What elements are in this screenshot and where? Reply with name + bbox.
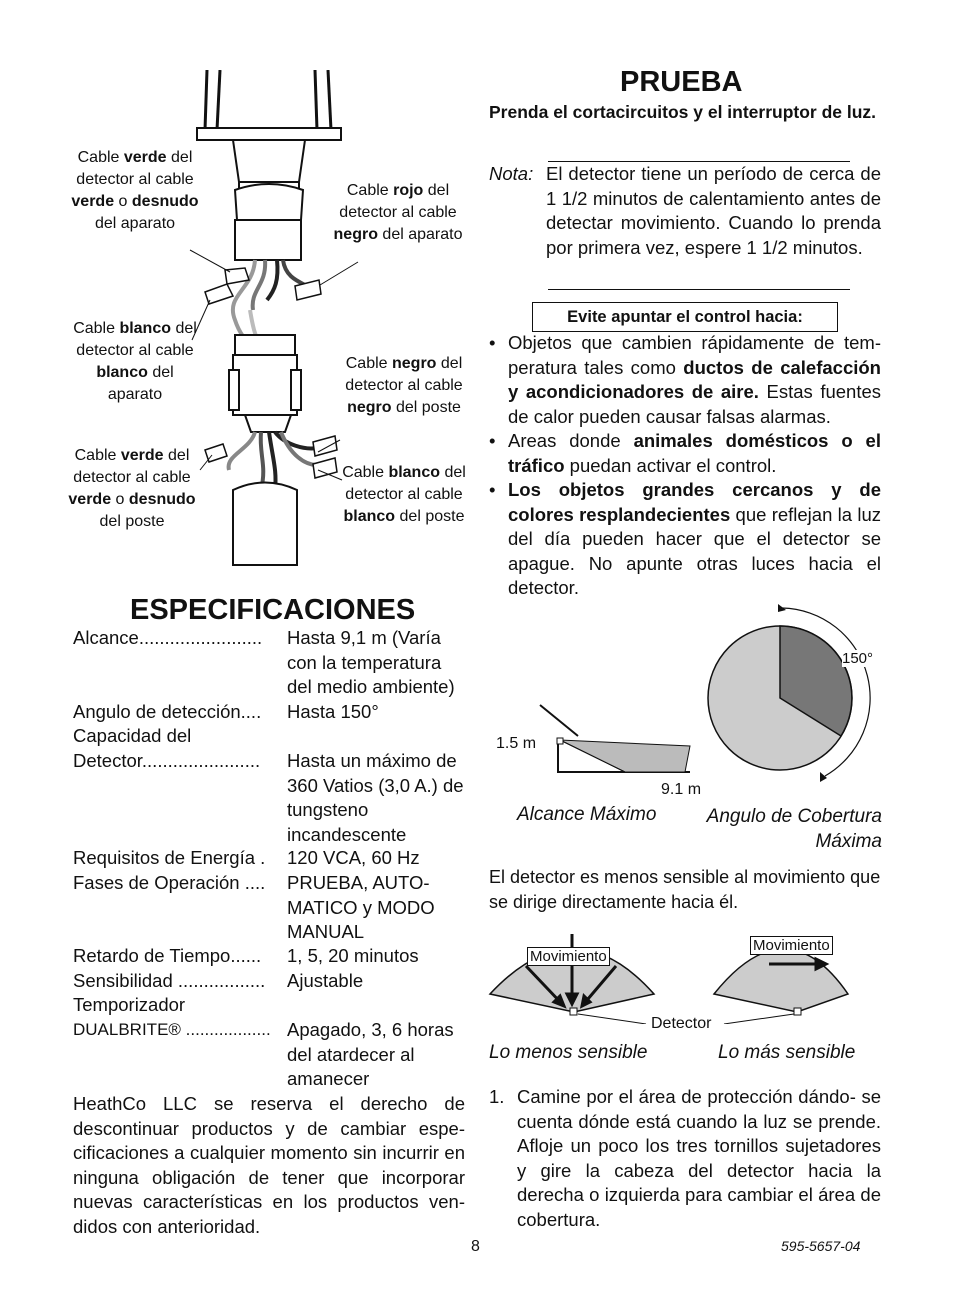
page-number: 8	[471, 1238, 480, 1255]
spec-row: Requisitos de Energía . 120 VCA, 60 Hz	[73, 847, 420, 868]
spec-row: Retardo de Tiempo...... 1, 5, 20 minutos	[73, 945, 419, 966]
document-code: 595-5657-04	[781, 1238, 861, 1254]
label-black-post: Cable negro del detector al cable negro del poste	[345, 355, 463, 416]
prueba-intro: Prenda el cortacircuitos y el interruptor de luz.	[489, 102, 877, 122]
specs-disclaimer: HeathCo LLC se reserva el derecho de descontinuar productos y de cambiar espe- cificaciones a cualquier momento sin incurrir en ninguna obligación de tener que incorporar nuevas características en los productos ven- didos con anterioridad.	[73, 1093, 465, 1237]
step-1-text: Camine por el área de protección dándo- se cuenta dónde está cuando la luz se prende. Afloje un poco los tres tornillos sujetadores y gire la cabeza del detector hacia la derecha o izquierda para cambiar el área de cobertura.	[517, 1086, 881, 1230]
spec-row: Fases de Operación .... PRUEBA, AUTO- MATICO y MODO MANUAL	[73, 872, 435, 942]
spec-row: Alcance........................ Hasta 9,1 m (Varía con la temperatura del medio ambiente)	[73, 627, 455, 697]
sensitivity-text: El detector es menos sensible al movimiento que se dirige directamente hacia él.	[489, 867, 881, 912]
caption-angle: Angulo de Cobertura Máxima	[706, 806, 882, 852]
range-diagram	[530, 700, 710, 780]
note-rule-bottom	[548, 289, 850, 290]
avoid-list	[489, 331, 881, 601]
list-item: • Los objetos grandes cercanos y de colores resplandecientes que reflejan la luz del día pueden hacer que el detector se apague. No apunte otras luces hacia el detector.	[489, 478, 881, 601]
spec-row: Temporizador	[73, 994, 186, 1015]
movement-label-left: Movimiento	[527, 947, 610, 966]
prueba-title: PRUEBA	[620, 66, 743, 98]
specs-title: ESPECIFICACIONES	[130, 594, 416, 626]
angle-diagram	[700, 598, 880, 788]
angle-label: 150°	[842, 650, 874, 667]
spec-row: Sensibilidad ................. Ajustable	[73, 970, 364, 991]
note-text: El detector tiene un período de cerca de 1 1/2 minutos de calentamiento antes de detectar movimiento. Cuando lo prenda por primera vez, espere 1 1/2 minutos.	[546, 163, 881, 258]
note-label: Nota:	[489, 163, 534, 184]
label-green-post: Cable verde del detector al cable verde o desnudo del poste	[68, 447, 196, 530]
label-white-fixture: Cable blanco del detector al cable blanco del aparato	[73, 320, 197, 403]
step-1-number: 1.	[489, 1086, 505, 1107]
caption-more-sensitive: Lo más sensible	[718, 1042, 856, 1063]
detector-label: Detector	[651, 1015, 712, 1032]
range-height-label: 1.5 m	[496, 735, 537, 752]
label-green-fixture: Cable verde del detector al cable verde o desnudo del aparato	[71, 149, 199, 232]
label-white-post: Cable blanco del detector al cable blanco del poste	[342, 464, 466, 525]
movement-label-right: Movimiento	[750, 936, 833, 955]
caption-less-sensitive: Lo menos sensible	[489, 1042, 648, 1063]
list-item: • Objetos que cambien rápidamente de tem- peratura tales como ductos de calefacción y acondicionadores de aire. Estas fuentes de calor pueden causar falsas alarmas.	[489, 331, 881, 429]
spec-row: Detector....................... Hasta un máximo de 360 Vatios (3,0 A.) de tungsteno incandescente	[73, 750, 464, 845]
spec-row: Angulo de detección.... Hasta 150°	[73, 701, 379, 722]
caption-range: Alcance Máximo	[517, 804, 657, 825]
spec-row: DUALBRITE® .................. Apagado, 3, 6 horas del atardecer al amanecer	[73, 1019, 454, 1089]
spec-row: Capacidad del	[73, 725, 192, 746]
label-red-fixture: Cable rojo del detector al cable negro del aparato	[333, 182, 463, 243]
avoid-title: Evite apuntar el control hacia:	[567, 307, 803, 326]
list-item: • Areas donde animales domésticos o el tráfico puedan activar el control.	[489, 429, 881, 478]
range-distance-label: 9.1 m	[661, 781, 702, 798]
avoid-title-box	[532, 302, 838, 332]
